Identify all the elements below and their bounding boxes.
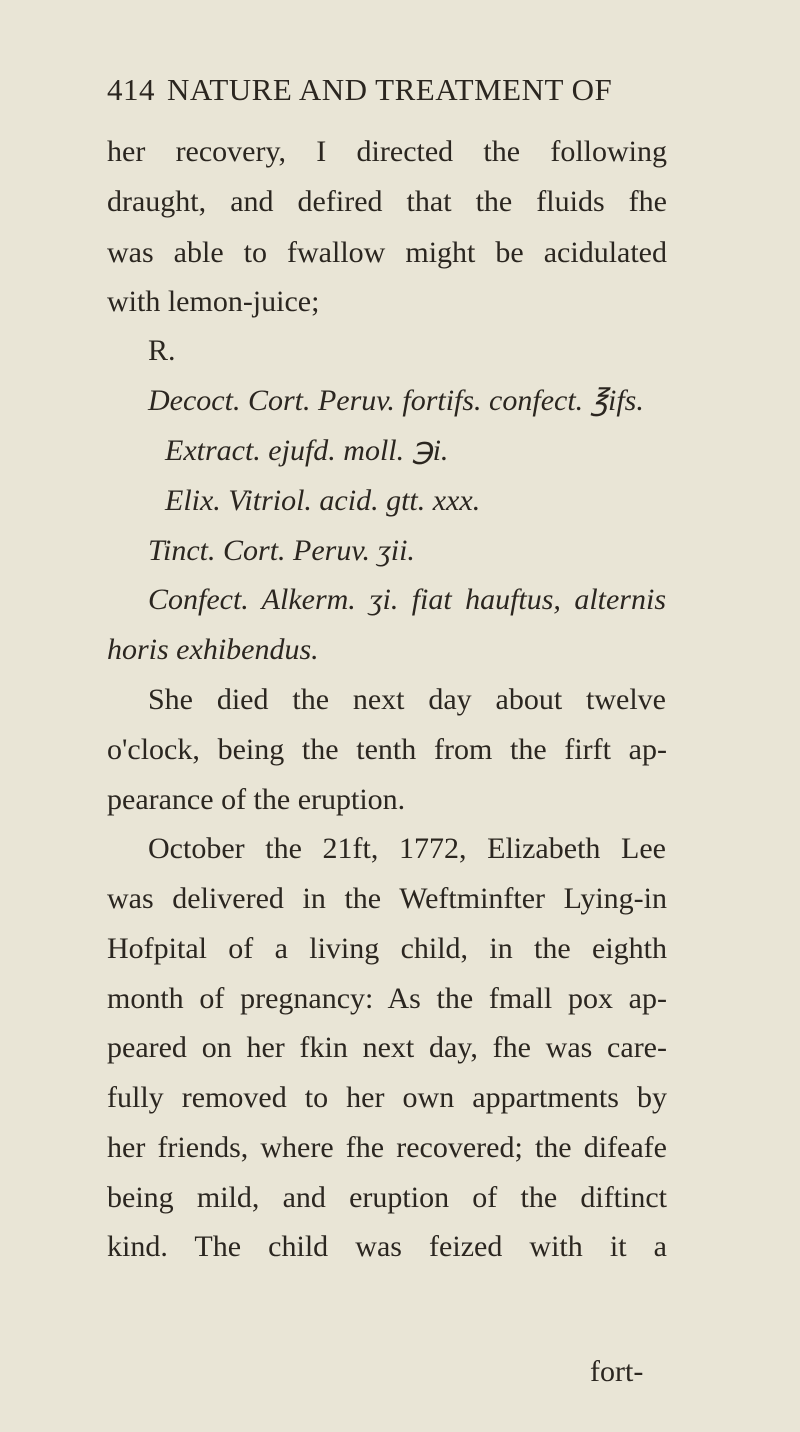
recipe-line: Elix. Vitriol. acid. gtt. xxx. [165, 484, 481, 517]
text-line: pearance of the eruption. [107, 783, 406, 816]
text-line: month of pregnancy: As the fmall pox ap- [107, 982, 667, 1015]
running-title: NATURE AND TREATMENT OF [167, 72, 613, 107]
text-line: peared on her fkin next day, fhe was care- [107, 1031, 667, 1064]
text-line: Hofpital of a living child, in the eighth [107, 932, 667, 965]
text-line: with lemon-juice; [107, 285, 320, 318]
recipe-symbol: R. [148, 334, 176, 367]
text-line: o'clock, being the tenth from the firft ap- [107, 733, 667, 766]
text-line: She died the next day about twelve [148, 683, 666, 716]
recipe-line: Confect. Alkerm. ʒi. fiat hauftus, alternis [148, 583, 666, 616]
text-line: her friends, where fhe recovered; the difeafe [107, 1131, 667, 1164]
running-header [107, 72, 612, 108]
text-line: October the 21ft, 1772, Elizabeth Lee [148, 832, 666, 865]
text-line: fully removed to her own appartments by [107, 1081, 667, 1114]
text-line: being mild, and eruption of the diftinct [107, 1181, 667, 1214]
text-line: draught, and defired that the fluids fhe [107, 185, 667, 218]
recipe-line: Decoct. Cort. Peruv. fortifs. confect. ℥ifs. [148, 384, 644, 417]
text-line: kind. The child was feized with it a [107, 1230, 667, 1263]
text-line: was able to fwallow might be acidulated [107, 236, 667, 269]
text-line: was delivered in the Weftminfter Lying-in [107, 882, 667, 915]
text-line: her recovery, I directed the following [107, 135, 667, 168]
catchword: fort- [590, 1355, 644, 1388]
recipe-line: horis exhibendus. [107, 633, 319, 666]
page-number: 414 [107, 72, 155, 107]
recipe-line: Tinct. Cort. Peruv. ʒii. [148, 534, 415, 567]
recipe-line: Extract. ejufd. moll. ℈i. [165, 434, 449, 467]
